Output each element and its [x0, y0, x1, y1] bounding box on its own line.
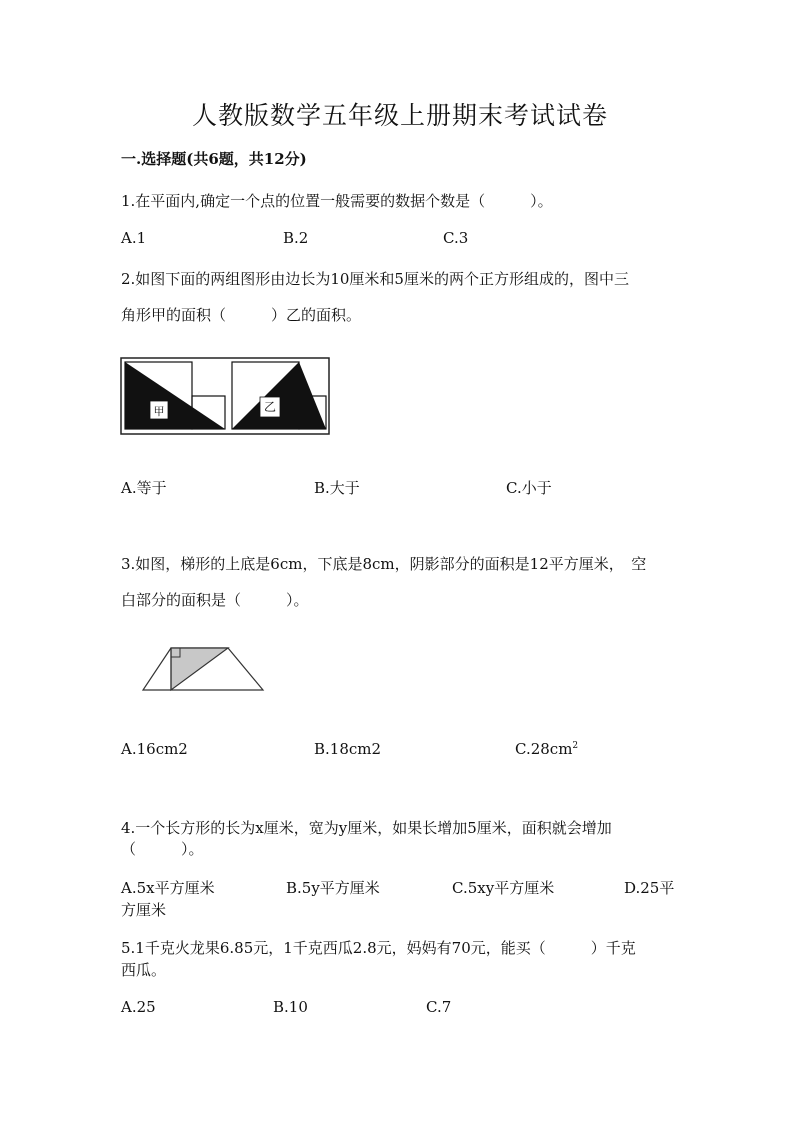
superscript: 2 [572, 741, 579, 751]
question-3-text-line1: 3.如图，梯形的上底是6cm，下底是8cm，阴影部分的面积是12平方厘米， 空 [121, 555, 647, 573]
label-yi: 乙 [263, 400, 276, 414]
question-3-option-c: $C.28cm^2$ [515, 740, 579, 758]
question-4-option-d: D.25平 [624, 879, 675, 897]
question-3-option-a: A.16cm2 [121, 740, 188, 758]
question-2-figure [120, 357, 330, 435]
question-1-option-c: C.3 [443, 229, 469, 247]
question-5-option-b: B.10 [273, 998, 308, 1016]
question-3-text-line2: 白部分的面积是（ ）。 [121, 591, 309, 609]
question-4-option-c: C.5xy平方厘米 [452, 879, 555, 897]
question-2-option-c: C.小于 [506, 479, 552, 497]
question-4-text-line1: 4.一个长方形的长为x厘米，宽为y厘米，如果长增加5厘米，面积就会增加 [121, 819, 612, 837]
question-3-option-b: B.18cm2 [314, 740, 382, 758]
question-5-text-line2: 西瓜。 [121, 961, 167, 979]
question-1-option-a: A.1 [121, 229, 147, 247]
question-1-text: 1.在平面内,确定一个点的位置一般需要的数据个数是（ ）。 [121, 192, 553, 210]
question-2-text-line2: 角形甲的面积（ ）乙的面积。 [121, 306, 362, 324]
page-title: 人教版数学五年级上册期末考试试卷 [191, 101, 608, 130]
question-5-option-c: C.7 [426, 998, 452, 1016]
question-4-option-a: A.5x平方厘米 [121, 879, 215, 897]
question-4-text-line2: （ ）。 [121, 840, 204, 858]
question-4-option-d-continued: 方厘米 [121, 901, 167, 919]
question-4-option-b: B.5y平方厘米 [286, 879, 380, 897]
question-2-text-line1: 2.如图下面的两组图形由边长为10厘米和5厘米的两个正方形组成的，图中三 [121, 270, 629, 288]
section-heading: 一.选择题(共6题，共12分) [121, 150, 307, 168]
label-jia: 甲 [153, 405, 165, 418]
question-2-option-a: A.等于 [121, 479, 167, 497]
question-2-option-b: B.大于 [314, 479, 360, 497]
question-3-trapezoid-figure [140, 645, 266, 693]
question-5-option-a: A.25 [121, 998, 156, 1016]
question-5-text-line1: 5.1千克火龙果6.85元，1千克西瓜2.8元，妈妈有70元，能买（ ）千克 [121, 939, 636, 957]
question-1-option-b: B.2 [283, 229, 309, 247]
